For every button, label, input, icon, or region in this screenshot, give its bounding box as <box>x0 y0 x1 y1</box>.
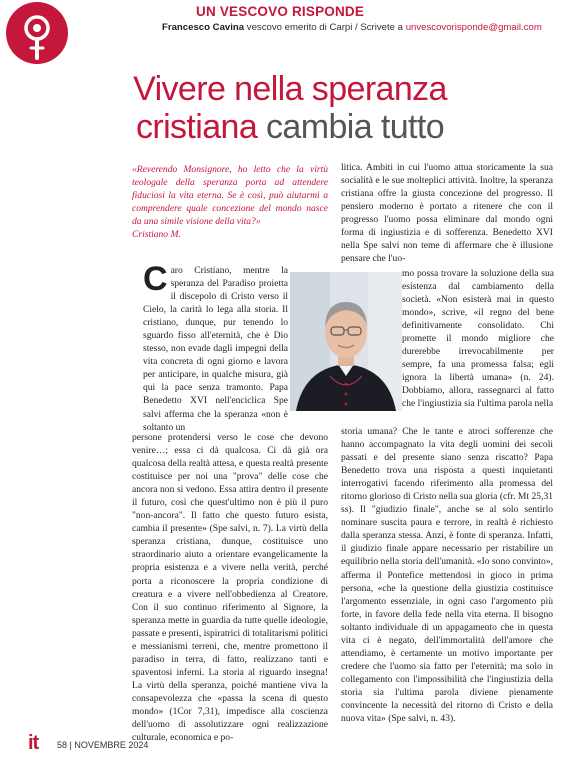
headline-line2 <box>0 108 580 146</box>
right-column-below-photo: storia umana? Che le tante e atroci sofferenze che hanno accompagnato la vita degli uomini dei secoli passati e del presente siano senza riscatto? Papa Benedetto trova una risposta a questi inquietanti interrogativi facendo riferimento alla promessa del ritorno glorioso di Cristo nella sua gloria (cfr. Mt 25,31 ss). Il "giudizio finale", anche se al solo sentirlo nominare suscita paura e terrore, in realtà è richiesto dalla speranza stessa. Anzi, è fonte di speranza. Infatti, il giudizio finale appare necessario per ristabilire un equilibrio nella storia dell'umanità. «Io sono convinto», afferma il Pontefice mettendosi in gioco in prima persona, «che la questione della giustizia costituisce l'argomento essenziale, in ogni caso l'argomento più forte, in favore della fede nella vita eterna. Il bisogno soltanto individuale di un appagamento che in questa vita ci è negato, dell'immortalità dell'amore che attendiamo, è certamente un motivo importante per credere che l'uomo sia fatto per l'eternità; ma solo in collegamento con l'impossibilità che l'ingiustizia della storia sia l'ultima parola diviene pienamente convincente la necessità del ritorno di Cristo e della nuova vita» (Spe salvi, n. 43). <box>341 426 553 725</box>
reader-letter <box>132 163 328 241</box>
bishop-portrait <box>290 272 402 411</box>
contact-email[interactable]: unvescovorisponde@gmail.com <box>405 22 542 33</box>
right-wrap-text: mo possa trovare la soluzione della sua esistenza dal cambiamento della società. «Non esisterà mai in questo mondo», scrive, «il regno del bene definitivamente consolidato. Chi promette il mondo migliore che durerebbe irrevocabilmente per sempre, fa una promessa falsa; egli ignora la libertà umana» (n. 24). Dobbiamo, allora, rassegnarci al fatto che l'ingiustizia sia l'ultima parola nella <box>402 268 554 410</box>
letter-signature: Cristiano M. <box>132 229 181 241</box>
intro-text: aro Cristiano, mentre la speranza del Paradiso proietta il discepolo di Cristo verso il Cielo, la carità lo lega alla storia. Il cristiano, dunque, pur tenendo lo sguardo fisso all'eternità, che è Dio stesso, non evade dagli impegni della vita concreta di ogni giorno e lavora per anticipare, in qualche misura, già qui la pace senza tramonto. Papa Benedetto XVI nell'enciclica Spe salvi afferma che la speranza «non è soltanto un <box>143 265 288 433</box>
author-name: Francesco Cavina <box>162 22 245 33</box>
letter-text: «Reverendo Monsignore, ho letto che la virtù teologale della speranza porta ad attendere fiduciosi la vita eterna. Se è così, può aiutarmi a comprendere quale concezione del mondo nasce da una simile visione della vita?» <box>132 164 328 228</box>
right-column-continued <box>402 267 554 411</box>
headline-line1: Vivere nella speranza <box>133 70 447 108</box>
right-column-top <box>341 161 553 265</box>
author-role: vescovo emerito di Carpi / Scrivete a <box>244 22 406 33</box>
right-top-text: litica. Ambiti in cui l'uomo attua storicamente la sua socialità e le sue molteplici attività. Inoltre, la speranza cristiana offre la giusta concezione del progresso. Il pensiero moderno è portato a ritenere che con il progresso l'uomo possa eliminare dal mondo ogni forma di ingiustizia e di sofferenza. Benedetto XVI nella Spe salvi non teme di affermare che è illusione pensare che l'uo- <box>341 162 553 265</box>
headline-line2-gray: cambia tutto <box>257 108 445 146</box>
dropcap: C <box>143 260 168 298</box>
column-kicker: UN VESCOVO RISPONDE <box>196 4 365 19</box>
left-column-bottom <box>132 431 328 744</box>
headline-line2-red: cristiana <box>135 108 258 146</box>
byline <box>162 22 542 33</box>
footer-logo: it <box>28 732 39 754</box>
bottom-text: persone protendersi verso le cose che devono venire…; essa ci dà qualcosa. Ci dà già ora qualcosa della realtà attesa, e questa realtà presente costituisce per noi una "prova" delle cose che ancora non si vedono. Essa attira dentro il presente il futuro, così che quest'ultimo non è più il puro "non-ancora". Il fatto che questo futuro esista, cambia il presente» (Spe salvi, n. 7). La virtù della speranza cristiana, dunque, costituisce uno straordinario aiuto a orientare evangelicamente la propria esistenza e a vivere nella verità, perché porta a riconoscere la propria condizione di creatura e a vivere nell'obbedienza al Creatore. Con il suo continuo riferimento al Signore, la speranza mette in guardia da tutte quelle ideologie, passate e presenti, ispiratrici di totalitarismi politici e messianismi terreni, che, mentre promettono il paradiso in terra, di fatto, realizzano tanti e spaventosi inferni. La storia al riguardo insegna! La virtù della speranza, poiché mantiene viva la consapevolezza che «passa la scena di questo mondo» (1Cor 7,31), impedisce alla coscienza dell'uomo di assolutizzare ogni realizzazione culturale, economica e po- <box>132 432 328 744</box>
crozier-icon <box>6 2 68 64</box>
answer-intro <box>143 260 288 434</box>
page-number: 58 | NOVEMBRE 2024 <box>57 740 149 750</box>
headline <box>0 70 580 146</box>
magazine-logo <box>6 2 68 64</box>
portrait-photo <box>290 272 402 411</box>
